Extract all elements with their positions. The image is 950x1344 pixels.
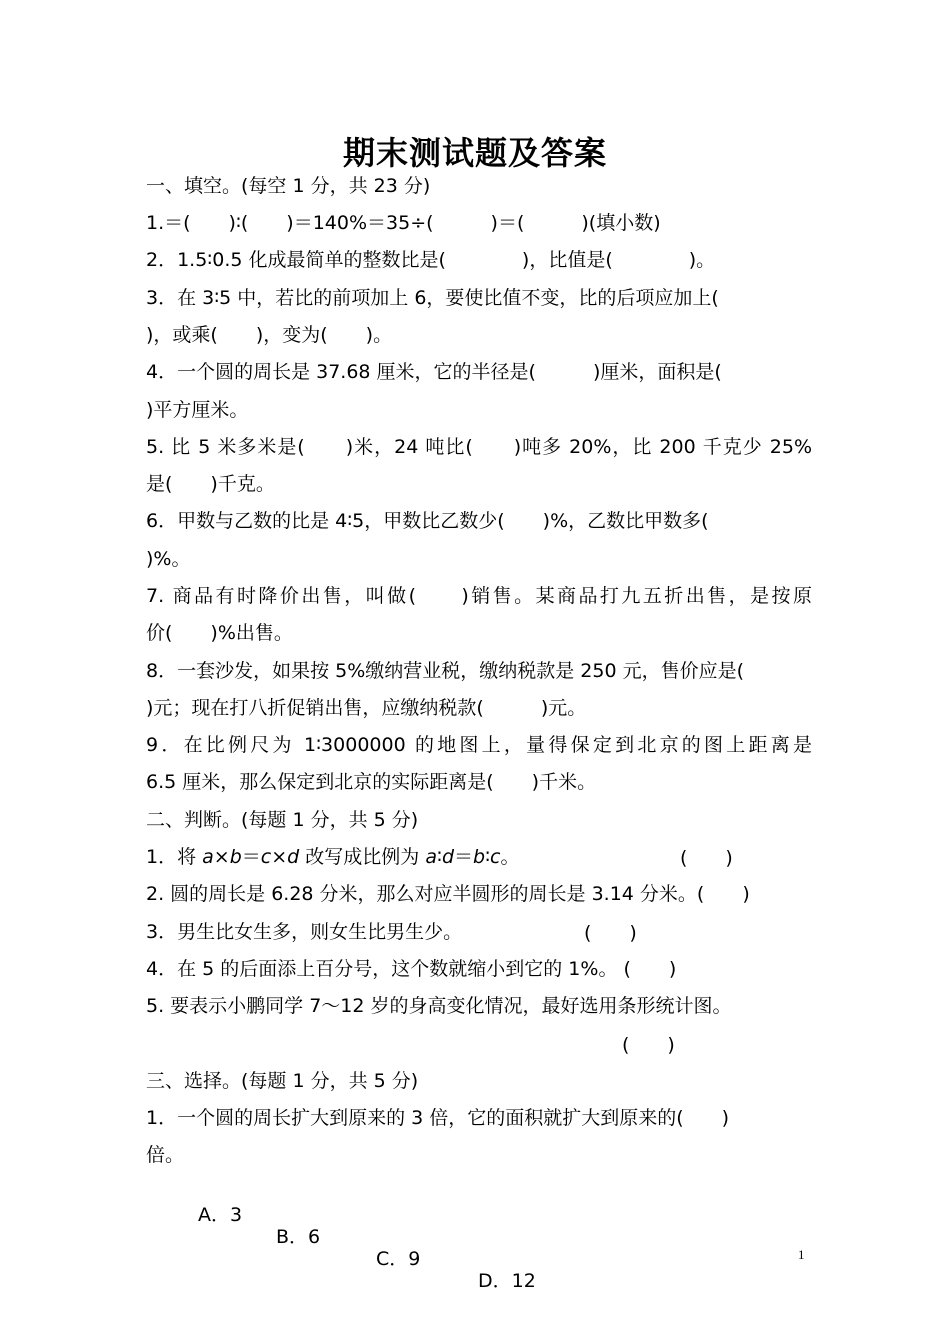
var-c: c (260, 846, 272, 868)
equals-sign: ＝ (454, 846, 474, 868)
fill-question-5-line-1: 5. 比 5 米多米是( )米，24 吨比( )吨多 20%，比 200 千克少 25% (146, 436, 812, 458)
fill-question-9-line-2: 6.5 厘米，那么保定到北京的实际距离是( )千米。 (146, 771, 597, 793)
judge-q1-prefix: 1．将 (146, 846, 203, 868)
choice-question-1-line-2: 倍。 (146, 1144, 185, 1166)
judge-question-2: 2. 圆的周长是 6.28 分米，那么对应半圆形的周长是 3.14 分米。( ) (146, 883, 750, 905)
page-number: 1 (798, 1247, 805, 1262)
times-sign: × (213, 846, 230, 868)
choice-option-b[interactable]: B．6 (276, 1226, 321, 1248)
var-b: b (229, 846, 242, 868)
page-title: 期末测试题及答案 (342, 134, 607, 172)
choice-option-c[interactable]: C．9 (376, 1248, 421, 1270)
choice-question-1-line-1: 1．一个圆的周长扩大到原来的 3 倍，它的面积就扩大到原来的( ) (146, 1107, 730, 1129)
fill-question-1: 1.＝( )∶( )＝140%＝35÷( )＝( )(填小数) (146, 212, 661, 234)
var-a: a (425, 846, 437, 868)
judge-question-5: 5. 要表示小鹏同学 7～12 岁的身高变化情况，最好选用条形统计图。 (146, 995, 732, 1017)
fill-question-8-line-2: )元；现在打八折促销出售，应缴纳税款( )元。 (146, 697, 587, 719)
judge-question-4: 4．在 5 的后面添上百分号，这个数就缩小到它的 1%。 ( ) (146, 958, 677, 980)
var-d: d (287, 846, 300, 868)
choice-option-d[interactable]: D．12 (478, 1270, 536, 1292)
fill-question-6-line-2: )%。 (146, 548, 191, 570)
var-a: a (202, 846, 214, 868)
fill-question-4-line-2: )平方厘米。 (146, 399, 249, 421)
fill-question-7-line-1: 7. 商品有时降价出售，叫做( )销售。某商品打九五折出售，是按原 (146, 585, 812, 607)
fill-question-4-line-1: 4．一个圆的周长是 37.68 厘米，它的半径是( )厘米，面积是( (146, 361, 722, 383)
fill-question-6-line-1: 6．甲数与乙数的比是 4∶5，甲数比乙数少( )%，乙数比甲数多( (146, 510, 709, 532)
judge-q3-answer-mark[interactable]: ( ) (584, 922, 637, 944)
judge-question-3: 3．男生比女生多，则女生比男生少。 (146, 921, 463, 943)
fill-question-7-line-2: 价( )%出售。 (146, 622, 293, 644)
ratio-sign: ∶ (436, 846, 442, 868)
times-sign: × (271, 846, 288, 868)
choice-options (198, 1178, 536, 1310)
fill-question-8-line-1: 8．一套沙发，如果按 5%缴纳营业税，缴纳税款是 250 元，售价应是( (146, 660, 745, 682)
section-fill-heading: 一、填空。(每空 1 分，共 23 分) (146, 175, 431, 197)
var-c: c (490, 846, 501, 868)
fill-question-2: 2．1.5∶0.5 化成最简单的整数比是( )，比值是( )。 (146, 249, 716, 271)
section-judge-heading: 二、判断。(每题 1 分，共 5 分) (146, 809, 419, 831)
choice-option-a[interactable]: A．3 (198, 1204, 243, 1226)
judge-q5-answer-mark[interactable]: ( ) (622, 1034, 675, 1056)
fill-question-9-line-1: 9．在比例尺为 1∶3000000 的地图上，量得保定到北京的图上距离是 (146, 734, 812, 756)
fill-question-3-line-1: 3．在 3∶5 中，若比的前项加上 6，要使比值不变，比的后项应加上( (146, 287, 719, 309)
section-choice-heading: 三、选择。(每题 1 分，共 5 分) (146, 1070, 419, 1092)
fill-question-3-line-2: )，或乘( )，变为( )。 (146, 324, 393, 346)
var-d: d (441, 846, 454, 868)
var-b: b (473, 846, 486, 868)
equals-sign: ＝ (241, 846, 261, 868)
fill-question-5-line-2: 是( )千克。 (146, 473, 275, 495)
judge-q1-answer-mark[interactable]: ( ) (680, 847, 733, 869)
ratio-sign: ∶ (485, 846, 491, 868)
judge-q1-end: 。 (500, 846, 520, 868)
judge-q1-mid: 改写成比例为 (299, 846, 426, 868)
